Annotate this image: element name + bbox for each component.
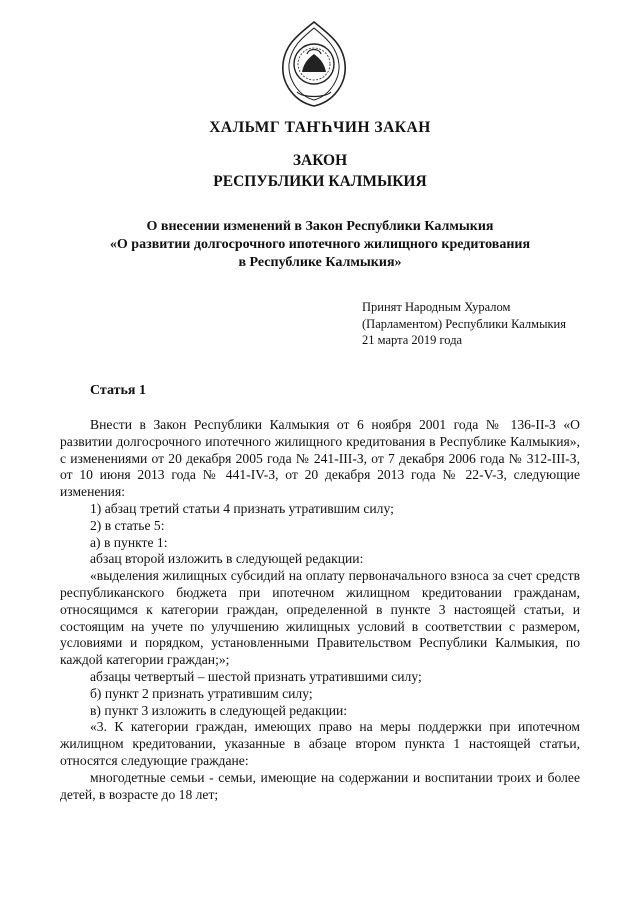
paragraph: абзацы четвертый – шестой признать утратившими силу;: [90, 668, 422, 684]
law-title-line: в Республике Калмыкия»: [238, 255, 402, 270]
law-title-line: «О развитии долгосрочного ипотечного жилищного кредитования: [109, 237, 531, 252]
paragraph: б) пункт 2 признать утратившим силу;: [90, 685, 313, 701]
paragraph: а) в пункте 1:: [90, 534, 168, 550]
law-heading: ЗАКОН: [292, 152, 348, 169]
adoption-line: (Парламентом) Республики Калмыкия: [362, 316, 566, 331]
article-heading: Статья 1: [90, 383, 146, 398]
law-title: [0, 218, 640, 272]
paragraph: 1) абзац третий статьи 4 признать утратившим силу;: [90, 500, 394, 516]
paragraph: многодетные семьи - семьи, имеющие на содержании и воспитании троих и более детей, в возрасте до 18 лет;: [60, 769, 580, 802]
adoption-note: [362, 299, 566, 349]
adoption-date: 21 марта 2019 года: [362, 333, 463, 347]
paragraph: «3. К категории граждан, имеющих право на меры поддержки при ипотечном жилищном кредитовании, указанные в абзаце втором пункта 1 настоящей статьи, относятся следующие граждане:: [60, 719, 580, 768]
law-title-line: О внесении изменений в Закон Республики Калмыкия: [146, 219, 494, 234]
paragraph: в) пункт 3 изложить в следующей редакции:: [90, 702, 348, 718]
kalmyk-law-title: ХАЛЬМГ ТАҤҺЧИН ЗАКАН: [209, 119, 431, 136]
republic-heading: РЕСПУБЛИКИ КАЛМЫКИЯ: [213, 173, 427, 190]
paragraph: Внести в Закон Республики Калмыкия от 6 ноября 2001 года № 136-II-З «О развитии долгосрочного ипотечного жилищного кредитования в Республике Калмыкия», с изменениями от 20 декабря 2005 года № 241-III-З, от 7 декабря 2006 года № 312-III-З, от 10 июня 2013 года № 441-IV-З, от 20 декабря 2013 года № 22-V-З, следующие изменения:: [60, 417, 580, 500]
adoption-line: Принят Народным Хуралом: [362, 300, 511, 314]
paragraph: 2) в статье 5:: [90, 517, 165, 533]
coat-of-arms-emblem-icon: [273, 18, 355, 110]
paragraph: абзац второй изложить в следующей редакции:: [90, 551, 364, 567]
paragraph: «выделения жилищных субсидий на оплату первоначального взноса за счет средств республиканского бюджета при ипотечном жилищном кредитовании гражданам, относящимся к категории граждан, определенной в пункте 3 настоящей статьи, и состоящим на учете по улучшению жилищных условий в соответствии с размером, условиями и порядком, установленными Правительством Республики Калмыкия, по каждой категории граждан;»;: [60, 568, 580, 668]
article-body: [60, 417, 580, 803]
